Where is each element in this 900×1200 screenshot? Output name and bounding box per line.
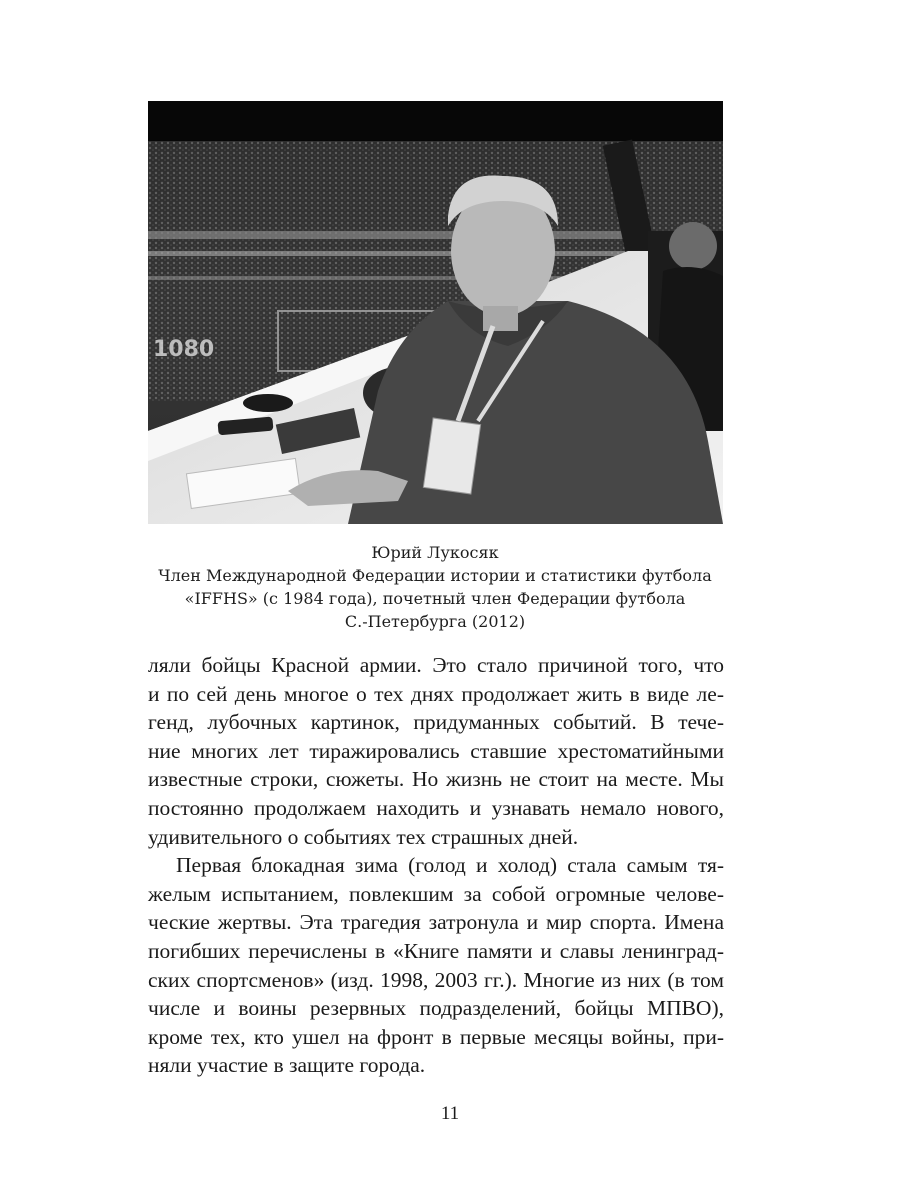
- paragraph-start-line: Первая блокадная зима (голод и холод) стала самым тя-: [176, 853, 724, 878]
- caption-name: Юрий Лукосяк: [371, 543, 499, 562]
- caption-line: Член Международной Федерации истории и статистики футбола: [158, 566, 712, 585]
- text-line: ляли бойцы Красной армии. Это стало причиной того, что: [148, 653, 724, 677]
- stadium-photo: [148, 101, 723, 524]
- text-line: ческие жертвы. Эта трагедия затронула и мир спорта. Имена: [148, 910, 724, 935]
- text-line: ние многих лет тиражировались ставшие хрестоматийными: [148, 738, 724, 763]
- text-line: известные строки, сюжеты. Но жизнь не стоит на месте. Мы: [148, 767, 724, 792]
- text-line: и по сей день многое о тех днях продолжает жить в виде ле-: [148, 681, 724, 706]
- text-line: погибших перечислены в «Книге памяти и славы ленинград-: [148, 938, 724, 963]
- text-line: желым испытанием, повлекшим за собой огромные челове-: [148, 881, 724, 906]
- body-text: [148, 651, 724, 1080]
- svg-text:1080: 1080: [153, 337, 215, 362]
- text-line: кроме тех, кто ушел на фронт в первые месяцы войны, при-: [148, 1024, 724, 1049]
- text-line: постоянно продолжаем находить и узнавать немало нового,: [148, 795, 724, 820]
- text-line: ских спортсменов» (изд. 1998, 2003 гг.). Многие из них (в том: [148, 967, 724, 992]
- text-line: удивительного о событиях тех страшных дней.: [148, 824, 579, 849]
- page-number: 11: [440, 1103, 460, 1124]
- caption-line: С.-Петербурга (2012): [344, 612, 526, 631]
- text-line: числе и воины резервных подразделений, бойцы МПВО),: [148, 996, 724, 1021]
- text-line: няли участие в защите города.: [148, 1053, 426, 1078]
- caption-line: «IFFHS» (с 1984 года), почетный член Федерации футбола: [184, 589, 686, 608]
- text-line: генд, лубочных картинок, придуманных событий. В тече-: [148, 710, 724, 735]
- photo-caption: [120, 541, 750, 633]
